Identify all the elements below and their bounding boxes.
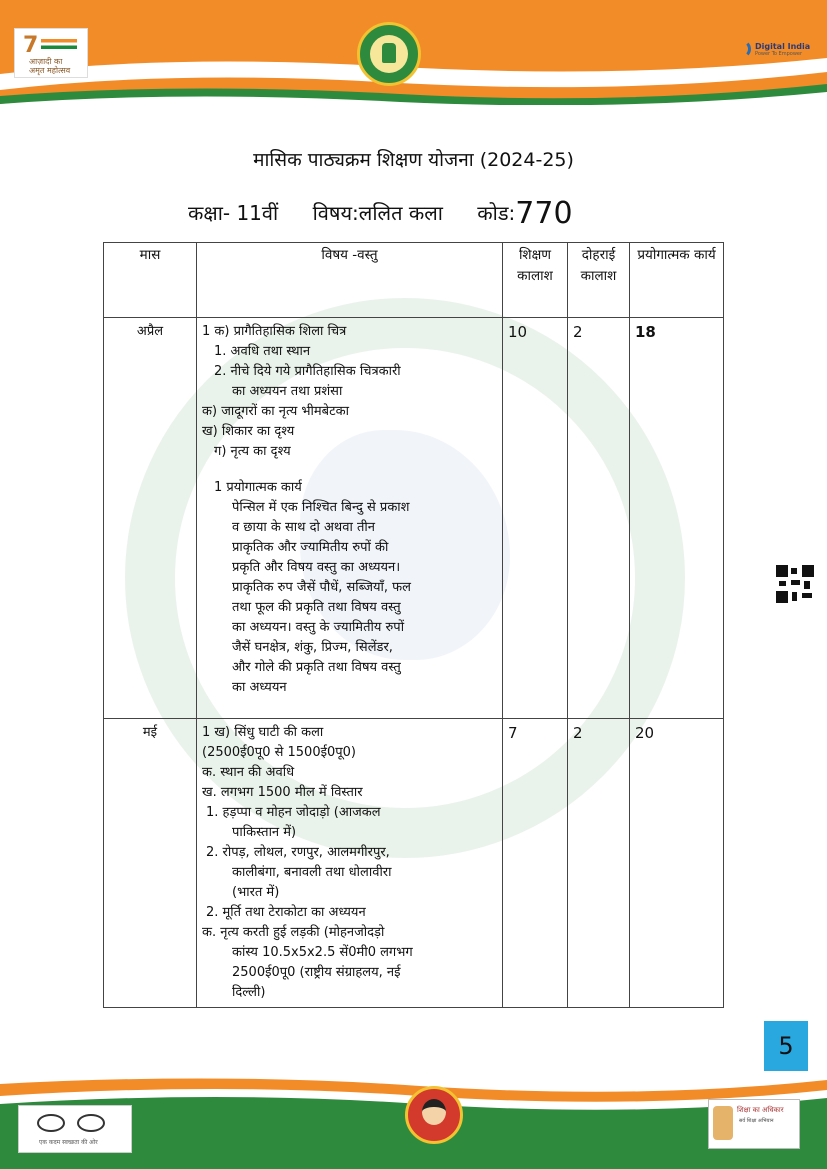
table-header-row: [104, 243, 724, 318]
content-line: प्राकृतिक रुप जैसें पौधें, सब्जियॉं, फल: [232, 580, 411, 595]
teaching-periods-cell: 7: [503, 719, 568, 1008]
content-line: का अध्ययन: [232, 680, 287, 695]
page-title: मासिक पाठ्यक्रम शिक्षण योजना (2024-25): [253, 149, 574, 171]
right-to-education-logo: शिक्षा का अधिकार सर्व शिक्षा अभियान: [708, 1099, 800, 1149]
content-line: प्रकृति और विषय वस्तु का अध्ययन।: [232, 560, 401, 575]
content-line: क) जादूगरों का नृत्य भीमबेटका: [202, 404, 349, 419]
month-cell: मई: [104, 719, 197, 1008]
content-line: (2500ई0पू0 से 1500ई0पू0): [202, 745, 356, 760]
content-line: जैसें घनक्षेत्र, शंकु, प्रिज्म, सिलेंडर,: [232, 640, 393, 655]
content-line: क. स्थान की अवधि: [202, 765, 295, 780]
content-line: 2. मूर्ति तथा टेराकोटा का अध्ययन: [206, 905, 366, 920]
swachh-bharat-logo: एक कदम स्वच्छता की ओर: [18, 1105, 132, 1153]
table-row: [104, 318, 724, 719]
azadi-amrit-mahotsav-logo: 7 आज़ादी का अमृत महोत्सव: [14, 28, 88, 78]
subject-label: विषय:ललित कला: [312, 201, 443, 225]
revision-periods-cell: 2: [568, 719, 630, 1008]
content-line: 2. रोपड़, लोथल, रणपुर, आलमगीरपुर,: [206, 845, 390, 860]
content-line: क. नृत्य करती हुई लड़की (मोहनजोदड़ो: [202, 925, 385, 940]
class-label: कक्षा- 11वीं: [188, 201, 279, 225]
revision-periods-cell: 2: [568, 318, 630, 719]
practical-work-cell: 20: [630, 719, 724, 1008]
month-cell: अप्रैल: [104, 318, 197, 719]
content-line: (भारत में): [232, 885, 280, 900]
teaching-periods-cell: 10: [503, 318, 568, 719]
content-line: 1 ख) सिंधु घाटी की कला: [202, 725, 324, 740]
content-line: 2. नीचे दिये गये प्रागैतिहासिक चित्रकारी: [214, 364, 401, 379]
content-line: पेन्सिल में एक निश्चित बिन्दु से प्रकाश: [232, 500, 410, 515]
beti-bachao-beti-padhao-logo: [405, 1086, 463, 1144]
header-revision-periods: दोहराई कालाश: [568, 243, 630, 318]
table-row: [104, 719, 724, 1008]
content-line: ख. लगभग 1500 मील में विस्तार: [202, 785, 363, 800]
syllabus-table: [103, 242, 724, 1008]
header-teaching-periods: शिक्षण कालाश: [503, 243, 568, 318]
content-line: 1. अवधि तथा स्थान: [214, 344, 311, 359]
content-line: तथा फूल की प्रकृति तथा विषय वस्तु: [232, 600, 401, 615]
content-cell: [197, 719, 503, 1008]
practical-work-cell: 18: [630, 318, 724, 719]
code-value: 770: [515, 196, 573, 231]
content-line: पाकिस्तान में): [232, 825, 297, 840]
content-line: प्राकृतिक और ज्यामितीय रुपों की: [232, 540, 389, 555]
header-practical-work: प्रयोगात्मक कार्य: [630, 243, 724, 318]
content-line: दिल्ली): [232, 985, 266, 1000]
header-month: मास: [104, 243, 197, 318]
content-line: ख) शिकार का दृश्य: [202, 424, 295, 439]
content-line: 2500ई0पू0 (राष्ट्रीय संग्राहलय, नई: [232, 965, 401, 980]
school-education-board-seal: [357, 22, 421, 86]
header-content: विषय -वस्तु: [197, 243, 503, 318]
content-line: कांस्य 10.5x5x2.5 सें0मी0 लगभग: [232, 945, 413, 960]
content-line: व छाया के साथ दो अथवा तीन: [232, 520, 375, 535]
content-line: 1 प्रयोगात्मक कार्य: [214, 480, 302, 495]
content-line: कालीबंगा, बनावली तथा धोलावीरा: [232, 865, 392, 880]
content-line: 1. हड़प्पा व मोहन जोदाड़ो (आजकल: [206, 805, 381, 820]
code-prefix: कोड:: [477, 201, 516, 225]
content-line: ग) नृत्य का दृश्य: [214, 444, 291, 459]
content-line: और गोले की प्रकृति तथा विषय वस्तु: [232, 660, 401, 675]
class-subject-line: [188, 196, 573, 231]
page-number: 5: [764, 1021, 808, 1071]
content-cell: [197, 318, 503, 719]
content-line: का अध्ययन तथा प्रशंसा: [232, 384, 343, 399]
content-line: 1 क) प्रागैतिहासिक शिला चित्र: [202, 324, 347, 339]
qr-code[interactable]: [776, 565, 814, 603]
content-line: का अध्ययन। वस्तु के ज्यामितीय रुपों: [232, 620, 405, 635]
